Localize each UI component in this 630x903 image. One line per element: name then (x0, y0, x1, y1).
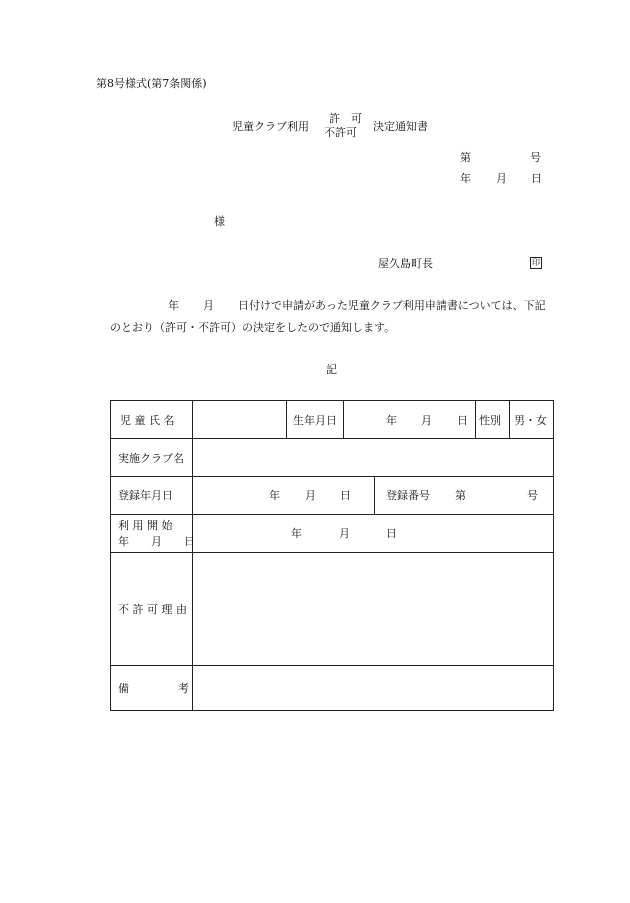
addressee-suffix: 様 (214, 215, 225, 228)
club-label: 実施クラブ名 (118, 452, 184, 465)
seal-icon: 印 (532, 258, 540, 267)
start-month: 月 (339, 527, 350, 540)
col-divider (374, 476, 375, 514)
title-option-deny: 不許可 (324, 126, 357, 139)
row-divider (111, 476, 554, 477)
date-year: 年 (460, 172, 471, 185)
gender-value: 男・女 (514, 414, 547, 427)
reg-day: 日 (340, 489, 351, 502)
child-name-label: 児 童 氏 名 (120, 414, 175, 427)
reg-no-go: 号 (527, 489, 538, 502)
row-divider (111, 552, 554, 553)
start-label-1: 利 用 開 始 (118, 519, 173, 532)
reg-date-label: 登録年月日 (118, 489, 173, 502)
ki-heading: 記 (326, 363, 337, 376)
body-month: 月 (203, 299, 214, 312)
reg-month: 月 (305, 489, 316, 502)
row-divider (111, 665, 554, 666)
start-year: 年 (291, 527, 302, 540)
label-column-divider (192, 401, 193, 711)
details-table (110, 400, 554, 711)
remarks-label-2: 考 (178, 682, 189, 695)
remarks-label-1: 備 (118, 682, 129, 695)
col-divider (509, 401, 510, 438)
doc-number-dai: 第 (460, 151, 471, 164)
reg-no-label: 登録番号 (386, 489, 430, 502)
issuer: 屋久島町長 (378, 257, 433, 270)
birthdate-label: 生年月日 (293, 414, 337, 427)
col-divider (343, 401, 344, 438)
form-number: 第8号様式(第7条関係) (96, 77, 207, 90)
title-option-permit: 許 可 (329, 112, 362, 125)
birth-month: 月 (421, 414, 432, 427)
col-divider (286, 401, 287, 438)
date-day: 日 (531, 172, 542, 185)
reg-no-dai: 第 (455, 489, 466, 502)
row-divider (111, 514, 554, 515)
date-month: 月 (496, 172, 507, 185)
birth-day: 日 (457, 414, 468, 427)
row-divider (111, 438, 554, 439)
reg-year: 年 (269, 489, 280, 502)
col-divider (475, 401, 476, 438)
body-line2: のとおり（許可・不許可）の決定をしたので通知します。 (110, 321, 396, 334)
reason-label: 不 許 可 理 由 (118, 603, 187, 616)
gender-label: 性別 (479, 414, 501, 427)
title-prefix: 児童クラブ利用 (232, 120, 309, 133)
start-label-2: 年 月 日 (118, 535, 195, 548)
start-day: 日 (386, 527, 397, 540)
body-line1-rest: 日付けで申請があった児童クラブ利用申請書については、下記 (238, 299, 546, 312)
title-suffix: 決定通知書 (373, 120, 428, 133)
birth-year: 年 (386, 414, 397, 427)
body-year: 年 (168, 299, 179, 312)
doc-number-go: 号 (530, 151, 541, 164)
